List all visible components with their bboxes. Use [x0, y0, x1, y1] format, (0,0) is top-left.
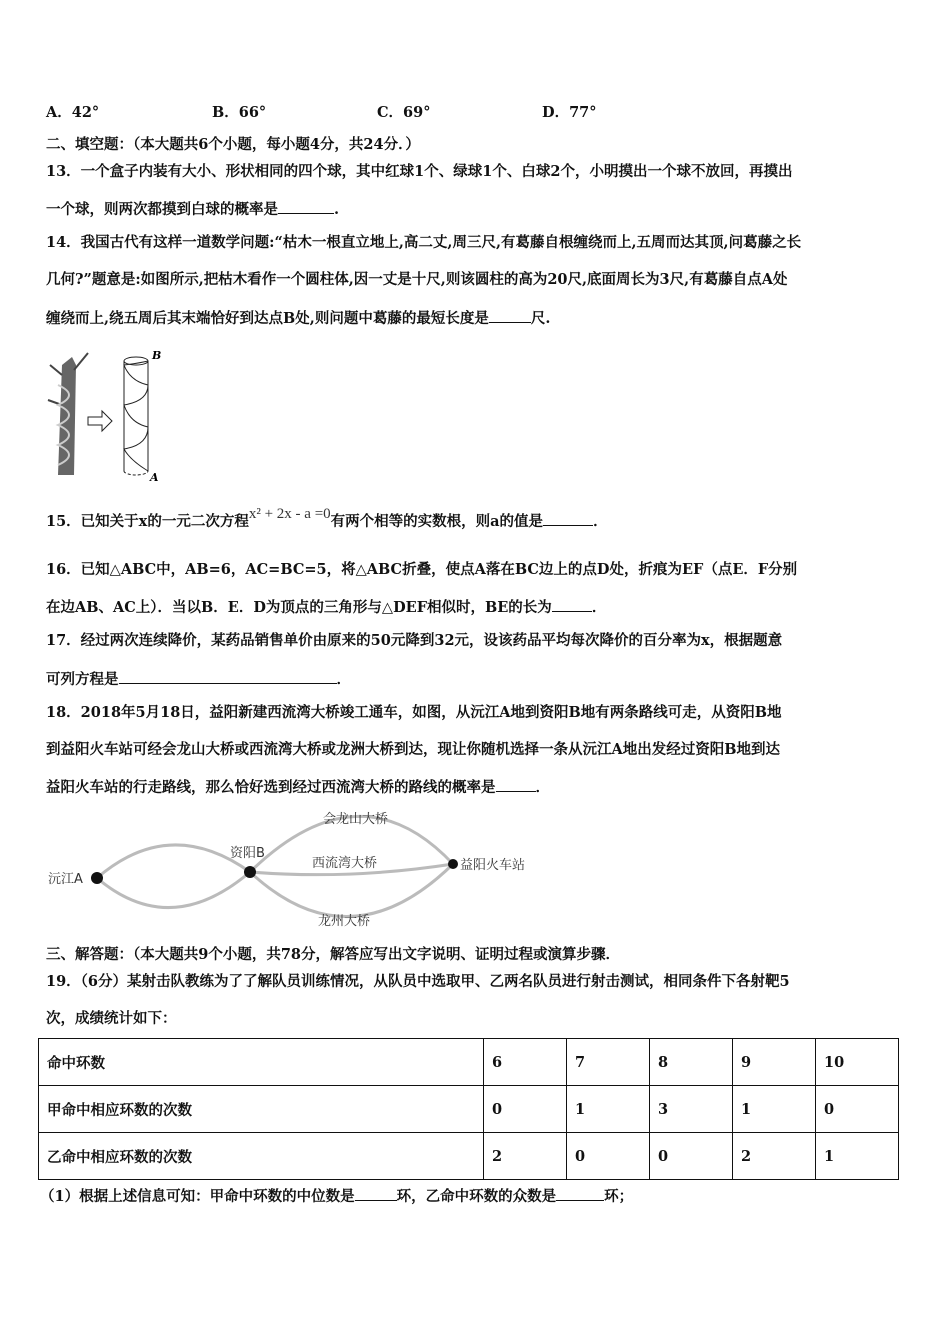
- label-station: 益阳火车站: [460, 858, 526, 873]
- q13-line2: [46, 199, 339, 220]
- punct: ．: [593, 513, 608, 530]
- q17-text: 可列方程是: [46, 671, 119, 688]
- q19-line1: 19．（6分）某射击队教练为了了解队员训练情况，从队员中选取甲、乙两名队员进行射击测试，相同条件下各射靶5: [46, 973, 790, 990]
- answer-blank: [278, 199, 334, 214]
- section-3-heading: 三、解答题：（本大题共9个小题，共78分，解答应写出文字说明、证明过程或演算步骤．: [46, 946, 621, 963]
- table-cell: 甲命中相应环数的次数: [39, 1086, 484, 1133]
- table-cell: 1: [733, 1086, 816, 1133]
- q15-text2: 有两个相等的实数根，则a的值是: [330, 513, 544, 530]
- option-b: B．66°: [212, 104, 267, 121]
- node-a: [91, 872, 103, 884]
- option-a: A．42°: [46, 104, 100, 121]
- q17-line1: 17．经过两次连续降价，某药品销售单价由原来的50元降到32元，设该药品平均每次降价的百分率为x，根据题意: [46, 632, 783, 649]
- q16-text: 在边AB、AC上）．当以B．E．D为顶点的三角形与△DEF相似时，BE的长为: [46, 599, 552, 616]
- q13-text: 一个球，则两次都摸到白球的概率是: [46, 201, 278, 218]
- q19-1-text3: 环；: [604, 1188, 634, 1205]
- table-cell: 0: [484, 1086, 567, 1133]
- q15-text: 15．已知关于x的一元二次方程: [46, 513, 249, 530]
- route-diagram: [40, 805, 560, 935]
- table-cell: 0: [650, 1133, 733, 1180]
- q14-line1: 14．我国古代有这样一道数学问题:“枯木一根直立地上,高二丈,周三尺,有葛藤自根缠绕而上,五周而达其顶,问葛藤之长: [46, 234, 802, 251]
- table-cell: 0: [816, 1086, 899, 1133]
- table-cell: 7: [567, 1039, 650, 1086]
- route-a-b-lower: [97, 872, 250, 908]
- table-cell: 乙命中相应环数的次数: [39, 1133, 484, 1180]
- helix-vine: [124, 361, 148, 471]
- punct: ．: [336, 671, 351, 688]
- option-c: C．69°: [377, 104, 431, 121]
- label-yuanjiang: 沅江A: [48, 872, 83, 887]
- q18-line3: [46, 777, 550, 798]
- q17-line2: [46, 669, 351, 690]
- label-bridge-huilongshan: 会龙山大桥: [323, 812, 389, 827]
- table-row: [39, 1086, 899, 1133]
- equation: x² + 2x - a =0: [248, 506, 331, 522]
- option-d: D．77°: [542, 104, 597, 121]
- table-cell: 0: [567, 1133, 650, 1180]
- q14-text: 缠绕而上,绕五周后其末端恰好到达点B处,则问题中葛藤的最短长度是: [46, 310, 489, 327]
- table-cell: 2: [733, 1133, 816, 1180]
- q19-line2: 次，成绩统计如下：: [46, 1010, 177, 1027]
- q19-1-text: （1）根据上述信息可知：甲命中环数的中位数是: [40, 1188, 355, 1205]
- q15-line: [46, 506, 608, 532]
- table-cell: 3: [650, 1086, 733, 1133]
- score-table: [38, 1038, 899, 1180]
- table-cell: 1: [816, 1133, 899, 1180]
- q16-line2: [46, 597, 606, 618]
- cylinder-bottom: [124, 471, 148, 475]
- table-cell: 6: [484, 1039, 567, 1086]
- table-cell: 1: [567, 1086, 650, 1133]
- table-cell: 2: [484, 1133, 567, 1180]
- table-cell: 命中环数: [39, 1039, 484, 1086]
- answer-blank: [355, 1186, 397, 1201]
- label-bridge-xiliuwan: 西流湾大桥: [312, 856, 378, 871]
- punct: ．: [591, 599, 607, 616]
- node-b: [244, 866, 256, 878]
- section-2-heading: 二、填空题：（本大题共6个小题，每小题4分，共24分．）: [46, 136, 420, 153]
- route-a-b-upper: [97, 845, 250, 878]
- q13-line1: 13．一个盒子内装有大小、形状相同的四个球，其中红球1个、绿球1个、白球2个，小明摸出一个球不放回，再摸出: [46, 163, 793, 180]
- table-cell: 9: [733, 1039, 816, 1086]
- q14-line3: [46, 308, 550, 329]
- label-bridge-longzhou: 龙州大桥: [318, 914, 371, 929]
- table-row: [39, 1133, 899, 1180]
- table-row: [39, 1039, 899, 1086]
- arrow-icon: [88, 411, 112, 431]
- answer-blank: [119, 669, 337, 684]
- answer-blank: [556, 1186, 604, 1201]
- punct: .: [334, 201, 340, 218]
- unit: 尺.: [530, 310, 551, 327]
- q19-part1: [40, 1186, 633, 1207]
- q18-line2: 到益阳火车站可经会龙山大桥或西流湾大桥或龙洲大桥到达，现让你随机选择一条从沅江A地出发经过资阳B地到达: [46, 741, 781, 758]
- q18-text: 益阳火车站的行走路线，那么恰好选到经过西流湾大桥的路线的概率是: [46, 779, 496, 796]
- tree-cylinder-figure: [40, 345, 170, 485]
- q16-line1: 16．已知△ABC中，AB=6，AC=BC=5，将△ABC折叠，使点A落在BC边上的点D处，折痕为EF（点E．F分别: [46, 561, 798, 578]
- answer-blank: [489, 308, 531, 323]
- answer-blank: [543, 511, 593, 526]
- table-cell: 8: [650, 1039, 733, 1086]
- q19-1-text2: 环，乙命中环数的众数是: [396, 1188, 557, 1205]
- answer-blank: [496, 777, 536, 792]
- q18-line1: 18．2018年5月18日，益阳新建西流湾大桥竣工通车，如图，从沅江A地到资阳B地有两条路线可走，从资阳B地: [46, 704, 782, 721]
- label-b: B: [152, 349, 162, 362]
- label-ziyang: 资阳B: [230, 846, 265, 861]
- label-a: A: [150, 471, 159, 484]
- q14-line2: 几何?”题意是:如图所示,把枯木看作一个圆柱体,因一丈是十尺,则该圆柱的高为20尺,底面周长为3尺,有葛藤自点A处: [46, 271, 788, 288]
- node-station: [448, 859, 458, 869]
- route-longzhou: [250, 864, 453, 917]
- table-cell: 10: [816, 1039, 899, 1086]
- punct: ．: [535, 779, 550, 796]
- answer-blank: [552, 597, 592, 612]
